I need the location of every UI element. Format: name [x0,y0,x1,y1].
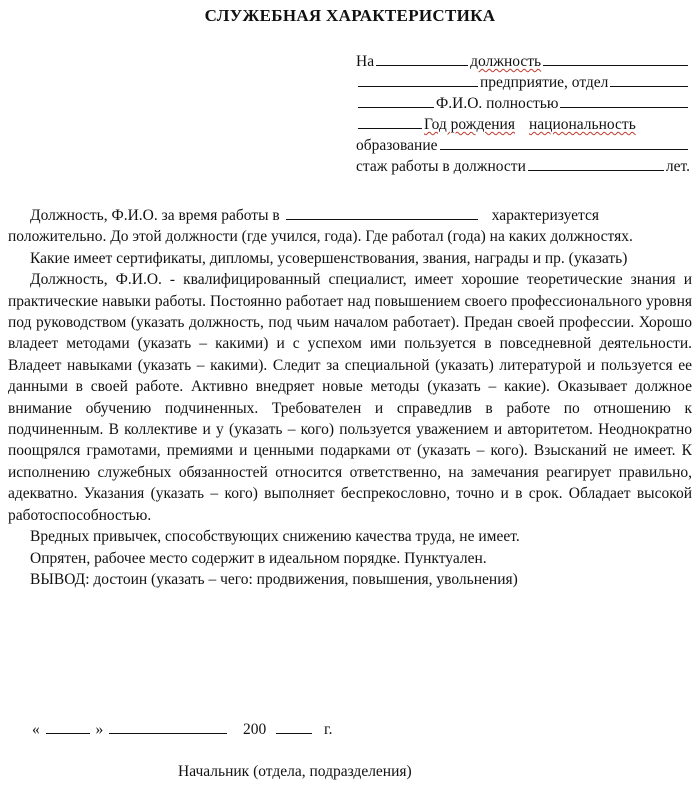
addressee-block [356,50,690,176]
date-open-quote: « [32,721,40,738]
blank-field [286,205,478,220]
characteristic-body [8,205,692,590]
blank-field [610,71,688,87]
blank-month-field [109,719,227,734]
header-experience: стаж работы в должности [356,158,526,175]
date-line [32,719,332,739]
header-education: образование [356,137,438,154]
date-year-prefix: 200 [243,721,267,738]
header-line-position [356,50,690,71]
paragraph-4: Вредных привычек, способствующих снижению качества труда, не имеет. [30,528,520,546]
paragraph-1-start: Должность, Ф.И.О. за время работы в [30,207,280,224]
blank-field [528,155,664,171]
header-line-experience [356,155,690,176]
blank-year-field [276,719,312,734]
date-close-quote: » [95,721,104,738]
blank-field [358,92,434,108]
blank-field [376,50,468,66]
blank-field [560,92,688,108]
paragraph-5: Опрятен, рабочее место содержит в идеальном порядке. Пунктуален. [30,549,487,567]
header-na: На [356,53,375,70]
header-years: лет. [665,158,690,175]
blank-field [358,71,478,87]
blank-field [440,134,688,150]
paragraph-6-conclusion: ВЫВОД: достоин (указать – чего: продвижения, повышения, увольнения) [30,570,518,588]
header-enterprise: предприятие, отдел [480,74,609,91]
blank-day-field [46,719,90,734]
date-year-suffix: г. [324,721,333,738]
header-fio: Ф.И.О. полностью [436,95,559,112]
header-nationality: национальность [528,116,636,133]
blank-field [358,113,422,129]
paragraph-2: Какие имеет сертификаты, дипломы, усовершенствования, звания, награды и пр. (указать) [30,249,628,267]
document-title: СЛУЖЕБНАЯ ХАРАКТЕРИСТИКА [204,6,496,25]
header-birth-year: Год рождения [424,116,515,133]
header-position: должность [470,53,542,70]
header-line-enterprise [356,71,690,92]
signature-line: Начальник (отдела, подразделения) [178,763,412,780]
paragraph-3: Должность, Ф.И.О. - квалифицированный специалист, имеет хорошие теоретические знания и практические навыки работы. Постоянно работает над повышением своего профессионального уровня под руководством (указать должность, под чьим началом работает). Предан своей профессии. Хорошо владеет методами (указать – какими) и с успехом ими пользуется в повседневной деятельности. Владеет навыками (указать – какими). Следит за специальной (указать) литературой и пользуется ее данными в своей работе. Активно внедряет новые методы (указать – какие). Оказывает должное внимание обучению подчиненных. Требователен и справедлив в работе по отношению к подчиненным. В коллективе и у (указать – кого) пользуется уважением и авторитетом. Неоднократно поощрялся грамотами, премиями и ценными подарками от (указать – кого). Взысканий не имеет. К исполнению служебных обязанностей относится ответственно, на замечания реагирует правильно, адекватно. Указания (указать – кого) выполняет беспрекословно, точно и в срок. Обладает высокой работоспособностью. [8,271,692,524]
header-line-education [356,134,690,155]
blank-field [543,50,688,66]
paragraph-1-first-line [8,205,692,226]
paragraph-1-rest: положительно. До этой должности (где учился, года). Где работал (года) на каких должностях. [8,228,633,246]
header-line-fio [356,92,690,113]
paragraph-1-mid: характеризуется [491,207,599,224]
header-line-birth [356,113,690,134]
